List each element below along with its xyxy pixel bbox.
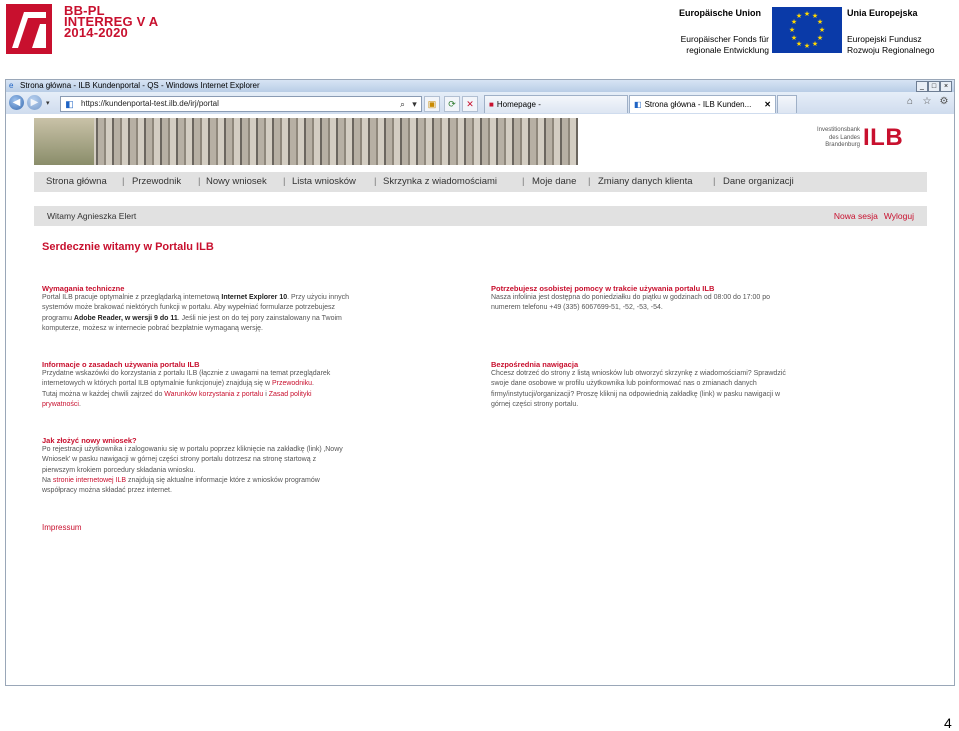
text-line <box>42 293 349 303</box>
minimize-button[interactable]: _ <box>916 81 928 92</box>
text-line: współpracy można składać przez internet. <box>42 487 172 495</box>
maximize-button[interactable]: □ <box>928 81 940 92</box>
nav-separator: | <box>283 176 286 187</box>
text-line: górnej części strony portalu. <box>491 400 579 408</box>
section-body <box>491 293 770 314</box>
text-line: Nasza infolinia jest dostępna do poniedziałku do piątku w godzinach od 08:00 do 17:00 po <box>491 294 771 301</box>
tab-label: Strona główna - ILB Kunden... <box>644 100 752 109</box>
section-body <box>491 369 786 410</box>
text-fragment: znajdują się aktualne informacje które z wniosków programów <box>126 476 320 484</box>
eu-title-pl: Unia Europejska <box>847 8 918 18</box>
nav-moje-dane[interactable]: Moje dane <box>532 176 577 187</box>
browser-navbar <box>6 92 954 115</box>
page-icon: ◧ <box>65 99 74 109</box>
text-line: firmy/instytucji/organizacji? Proszę kliknij na odpowiednią zakładkę (link) w pasku nawigacji w <box>491 390 781 398</box>
ilb-website-link[interactable]: stronie internetowej ILB <box>52 476 127 484</box>
eu-fund-pl-line1: Europejski Fundusz <box>847 34 922 44</box>
welcome-bar <box>34 206 927 226</box>
history-dropdown-icon[interactable]: ▾ <box>46 100 50 107</box>
section-title: Potrzebujesz osobistej pomocy w trakcie używania portalu ILB <box>491 284 715 293</box>
browser-window <box>5 79 955 686</box>
logout-link[interactable]: Wyloguj <box>883 211 914 221</box>
text-line: pierwszym krokiem porcedury składania wniosku. <box>42 466 196 474</box>
text-fragment: . Jeśli nie jest on do tej pory zainstalowany na Twoim <box>177 314 342 322</box>
svg-text:★: ★ <box>795 40 803 48</box>
nav-dane-organizacji[interactable]: Dane organizacji <box>723 176 794 187</box>
text-line: Przydatne wskazówki do korzystania z portalu ILB (łącznie z uwagami na temat przeglądarek <box>42 370 331 377</box>
ilb-subtitle-line: Brandenburg <box>825 142 860 148</box>
address-bar[interactable] <box>60 96 422 112</box>
nav-nowy-wniosek[interactable]: Nowy wniosek <box>206 176 267 187</box>
interreg-logo-text <box>64 5 158 38</box>
chevron-down-icon[interactable]: ▾ <box>412 99 417 109</box>
section-new-application <box>42 436 343 496</box>
przewodnik-link[interactable]: Przewodniku <box>271 380 313 388</box>
favicon-icon: ■ <box>489 100 494 109</box>
ilb-logo: ILB <box>863 124 904 151</box>
browser-titlebar <box>6 80 954 92</box>
text-bold: Adobe Reader, w wersji 9 do 11 <box>73 314 178 322</box>
text-line <box>42 379 330 389</box>
text-fragment: . <box>312 380 314 388</box>
ilb-subtitle-line: Investitionsbank <box>816 127 860 133</box>
lock-icon[interactable]: ▣ <box>424 96 440 112</box>
nav-separator: | <box>198 176 201 187</box>
text-fragment: Tutaj można w każdej chwili zajrzeć do <box>42 390 165 398</box>
eu-fund-de-line1: Europäischer Fonds für <box>680 34 769 44</box>
svg-text:★: ★ <box>795 12 803 20</box>
privacy-link[interactable]: Zasad polityki <box>268 390 312 398</box>
gear-icon[interactable]: ⚙ <box>939 96 949 107</box>
section-direct-navigation <box>491 360 786 410</box>
text-line <box>42 314 349 324</box>
nav-separator: | <box>588 176 591 187</box>
text-line <box>42 476 343 486</box>
eu-label-german <box>679 8 769 56</box>
eu-flag-icon <box>772 7 842 53</box>
impressum-link[interactable]: Impressum <box>42 523 82 532</box>
home-icon[interactable]: ⌂ <box>906 96 914 107</box>
svg-text:★: ★ <box>803 42 811 50</box>
text-fragment: Na <box>42 476 53 484</box>
svg-text:★: ★ <box>790 18 798 26</box>
text-line: numerem telefonu +49 (335) 6067699-51, -52, -53, -54. <box>491 304 663 312</box>
nav-skrzynka[interactable]: Skrzynka z wiadomościami <box>383 176 498 187</box>
main-navigation <box>34 172 927 192</box>
text-fragment: internetowych w których portal ILB optymalnie funkcjonuje) znajdują się w <box>42 380 272 388</box>
text-line <box>42 400 330 410</box>
section-tech-requirements <box>42 284 349 334</box>
ilb-subtitle-line: des Landes <box>828 134 860 141</box>
page-content <box>6 114 954 685</box>
nav-lista-wnioskow[interactable]: Lista wniosków <box>292 176 356 187</box>
svg-text:★: ★ <box>818 26 826 34</box>
nav-separator: | <box>713 176 716 187</box>
privacy-link-cont[interactable]: prywatności <box>42 400 79 408</box>
text-line <box>42 390 330 400</box>
svg-text:★: ★ <box>788 26 796 34</box>
new-session-link[interactable]: Nowa sesja <box>833 211 878 221</box>
text-fragment: . <box>78 400 81 408</box>
section-body <box>42 293 349 334</box>
welcome-user: Witamy Agnieszka Elert <box>47 211 137 221</box>
refresh-icon[interactable]: ⟳ <box>444 96 460 112</box>
text-line: systemów może brakować niektórych funkcji w portalu. Aby wypełniać formularze potrzebujesz <box>42 304 335 312</box>
stop-icon[interactable]: ✕ <box>462 96 478 112</box>
eu-fund-de-line2: regionale Entwicklung <box>686 45 769 55</box>
ilb-subtitle <box>766 127 860 150</box>
svg-text:★: ★ <box>816 18 824 26</box>
eu-title-de: Europäische Union <box>679 8 762 18</box>
banner-building-photo <box>34 118 578 165</box>
url-text: https://kundenportal-test.ilb.de/irj/portal <box>81 99 219 108</box>
logo-line: 2014-2020 <box>64 25 128 40</box>
favorites-star-icon[interactable]: ☆ <box>922 96 932 107</box>
text-line: komputerze, możesz w internecie pobrać bezpłatnie wymaganą wersję. <box>42 324 263 332</box>
text-line: Po rejestracji użytkownika i zalogowaniu się w portalu poprzez kliknięcie na zakładkę (link) ‚Nowy <box>42 446 343 453</box>
text-line: Chcesz dotrzeć do strony z listą wniosków lub otworzyć skrzynkę z wiadomościami? Sprawdzić <box>491 370 786 377</box>
tab-homepage[interactable] <box>484 95 628 113</box>
text-line: Wniosek' w pasku nawigacji w górnej części strony portalu dotrzesz na stronę startową z <box>42 456 317 464</box>
nav-zmiany-danych[interactable]: Zmiany danych klienta <box>598 176 693 187</box>
forward-button[interactable]: ▶ <box>27 95 42 110</box>
session-links <box>828 206 914 226</box>
nav-separator: | <box>522 176 525 187</box>
eu-label-polish <box>847 8 947 56</box>
svg-text:★: ★ <box>790 34 798 42</box>
search-icon[interactable]: ⌕ <box>399 99 406 109</box>
logo-line: INTERREG V A <box>64 14 159 29</box>
text-fragment: Portal ILB pracuje optymalnie z przeglądarką internetową <box>42 294 222 301</box>
nav-separator: | <box>122 176 125 187</box>
close-tab-icon[interactable]: ✕ <box>764 100 771 109</box>
banner-tree-area <box>34 118 94 165</box>
close-window-button[interactable]: × <box>940 81 952 92</box>
eu-fund-pl-line2: Rozwoju Regionalnego <box>847 45 935 55</box>
text-bold: Internet Explorer 10 <box>221 294 288 301</box>
tab-label: Homepage - <box>496 100 541 109</box>
favicon-icon: ◧ <box>634 100 642 109</box>
new-tab-button[interactable] <box>777 95 797 113</box>
slide-number: 4 <box>944 715 952 731</box>
nav-przewodnik[interactable]: Przewodnik <box>132 176 182 187</box>
svg-text:★: ★ <box>811 40 819 48</box>
back-button[interactable]: ◀ <box>9 95 24 110</box>
nav-strona-glowna[interactable]: Strona główna <box>46 176 107 187</box>
section-title: Bezpośrednia nawigacja <box>491 360 579 369</box>
text-fragment: . Przy użyciu innych <box>287 294 349 301</box>
section-body <box>42 445 343 496</box>
logo-line: BB-PL <box>64 3 105 18</box>
section-title: Wymagania techniczne <box>42 284 125 293</box>
ie-icon: e <box>9 81 14 90</box>
interreg-logo-mark <box>6 4 52 54</box>
svg-text:★: ★ <box>803 10 811 18</box>
text-line: swoje dane osobowe w profilu użytkownika lub poinformować nas o zmianach danych <box>491 380 757 388</box>
section-title: Informacje o zasadach używania portalu ILB <box>42 360 200 369</box>
section-usage-rules <box>42 360 330 410</box>
section-personal-help <box>491 284 770 314</box>
svg-text:★: ★ <box>816 34 824 42</box>
text-fragment: i <box>263 390 269 398</box>
page-title: Serdecznie witamy w Portalu ILB <box>42 241 214 253</box>
terms-link[interactable]: Warunków korzystania z portalu <box>164 390 264 398</box>
window-title: Strona główna - ILB Kundenportal - QS - Windows Internet Explorer <box>20 81 260 90</box>
section-title: Jak złożyć nowy wniosek? <box>42 436 137 445</box>
section-body <box>42 369 330 410</box>
text-fragment: programu <box>42 314 74 322</box>
nav-separator: | <box>374 176 377 187</box>
tab-active[interactable] <box>629 95 776 113</box>
svg-text:★: ★ <box>811 12 819 20</box>
